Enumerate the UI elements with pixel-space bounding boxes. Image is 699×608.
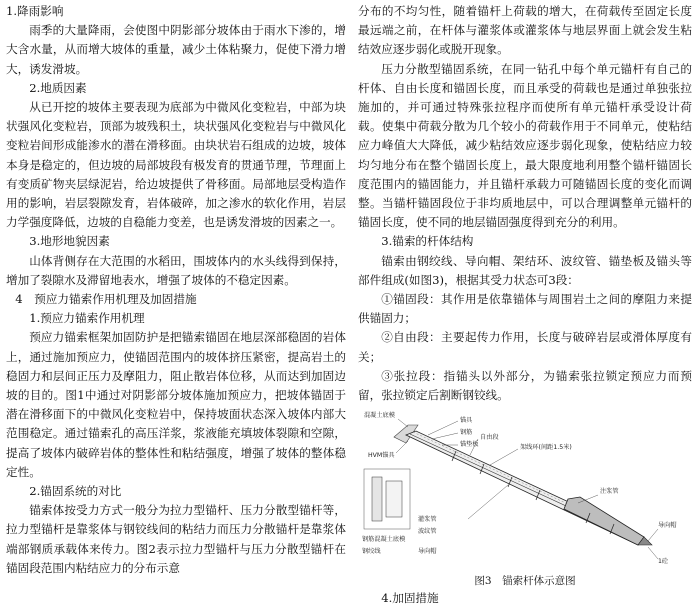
label-grout: 灌浆管	[418, 516, 437, 524]
list-item-tension-section: ③张拉段：指锚头以外部分，为锚索张拉锁定预应力而预留，张拉锁定后割断钢铰线。	[358, 368, 692, 403]
heading-reinforcement: 4.加固措施	[381, 591, 439, 606]
label-base: 1砼	[658, 558, 669, 566]
paragraph-mechanism: 预应力锚索框架加固防护是把锚索锚固在地层深部稳固的岩体上，通过施加预应力，使锚固范围内的坡体挤压紧密，提高岩土的稳固力和层间正压力及摩阻力，阻止散岩体位移，从而达到加固边坡的目的。图1中通过对阴影部分坡体施加预应力，把坡体锚固于潜在滑移面下的中微风化变粒岩中，保持坡面状态深入坡体内部大范围稳定。通过锚索孔的高压洋浆，浆液能充填坡体裂隙和空隙，提高了坡体内破碎岩体的整体性和粘结强度，增强了坡体的整体稳定性。	[6, 330, 346, 479]
label-bottom-left: 钢筋混凝土底模	[362, 536, 406, 544]
label-tip: 导向帽	[658, 522, 677, 530]
heading-geology: 2.地质因素	[29, 80, 87, 95]
label-bar: 钢筋	[460, 429, 473, 437]
heading-mechanism: 1.预应力锚索作用机理	[29, 311, 145, 326]
paragraph-rainfall: 雨季的大量降雨，会使图中阴影部分坡体由于雨水下渗的，增大含水量，从而增大坡体的重量，减少土体粘聚力，促使下滑力增大，诱发滑坡。	[6, 23, 346, 76]
paragraph-structure: 锚索由钢绞线、导向帽、架结环、波纹管、锚垫板及锚头等部件组成(如图3)，根据其受力状态可3段：	[358, 253, 692, 287]
label-corrugated: 波纹管	[418, 528, 437, 536]
label-guide: 导向帽	[418, 548, 437, 556]
label-strand: 钢绞线	[362, 548, 381, 556]
heading-structure: 3.锚索的杆体结构	[381, 234, 474, 249]
heading-rainfall: 1.降雨影响	[6, 4, 64, 18]
list-item-anchorage-section: ①锚固段：其作用是依靠锚体与周围岩土之间的摩阻力来提供锚固力；	[358, 292, 692, 326]
paragraph-anchor-comparison: 锚索体按受力方式一般分为拉力型锚杆、压力分散型锚杆等，拉力型锚杆是靠浆体与钢铰线间的粘结力而压力分散锚杆是靠浆体端部钢质承载体来传力。图2表示拉力型锚杆与压力分散型锚杆在锚固段范围内粘结应力的分布示意	[6, 503, 346, 575]
list-item-free-section: ②自由段：主要起传力作用，长度与破碎岩层或滑体厚度有关；	[358, 330, 692, 364]
paragraph-continued: 分布的不均匀性，随着锚杆上荷载的增大，在荷载传至固定长度最远端之前，在杆体与灌浆体或灌浆体与地层界面上就会发生粘结效应逐步弱化或脱开现象。	[358, 4, 692, 57]
anchorage-segment	[564, 497, 644, 545]
left-column	[6, 2, 346, 578]
anchor-cable-figure	[358, 409, 692, 573]
label-spacer: 架线环(间距1.5米)	[520, 444, 572, 452]
label-free: 自由段	[480, 434, 499, 442]
paragraph-geology: 从已开挖的坡体主要表现为底部为中微风化变粒岩，中部为块状强风化变粒岩，顶部为坡残积土，块状强风化变粒岩与中微风化变粒岩间形成能渗水的潜在滑移面。由块状岩石组成的边坡，坡体本身是稳定的，但边坡的局部坡段有极发育的贯通节理，节理面上有变质矿物夹层绿泥岩，给边坡提供了骨移面。局部地层受构造作用的影响，岩层裂隙发育，岩体破碎，加之渗水的软化作用，岩层力学强度降低，边坡的自稳能力变差，也是诱发滑坡的因素之一。	[6, 100, 346, 230]
label-bolt: 锚具	[460, 417, 473, 425]
heading-section-4: 4 预应力锚索作用机理及加固措施	[15, 292, 197, 307]
anchor-cable-diagram	[358, 409, 692, 573]
label-hvm: HVM锚具	[368, 452, 395, 460]
label-top-left: 混凝土底模	[364, 412, 395, 420]
paragraph-topography: 山体背侧存在大范围的水稻田，围坡体内的水头线得到保持，增加了裂隙水及滞留地表水，增强了坡体的不稳定因素。	[6, 253, 346, 287]
label-anchor-segment: 注浆管	[600, 488, 619, 496]
right-column	[358, 2, 692, 608]
label-plate: 锚垫板	[460, 441, 479, 449]
heading-topography: 3.地形地貌因素	[29, 234, 110, 249]
paragraph-pressure-dispersed: 压力分散型锚固系统，在同一钻孔中每个单元锚杆有自己的杆体、自由长度和锚固长度，而且承受的荷载也是通过单独张拉施加的，并可通过特殊张拉程序而使所有单元锚杆承受设计荷载。使集中荷载分散为几个较小的荷载作用于不同单元，使粘结应力峰值大大降低，减少粘结效应逐步弱化现象，使粘结应力较均匀地分布在整个锚固长度上，最大限度地利用整个锚杆锚固长度范围内的锚固能力，并且锚杆承载力可随锚固长度的变化而调整。当锚杆锚固段位于非均质地层中，可以合理调整单元锚杆的锚固长度，使不同的地层锚固强度得到充分的利用。	[358, 61, 692, 230]
figure-caption: 图3 锚索杆体示意图	[474, 575, 576, 588]
heading-anchor-comparison: 2.锚固系统的对比	[29, 484, 122, 499]
